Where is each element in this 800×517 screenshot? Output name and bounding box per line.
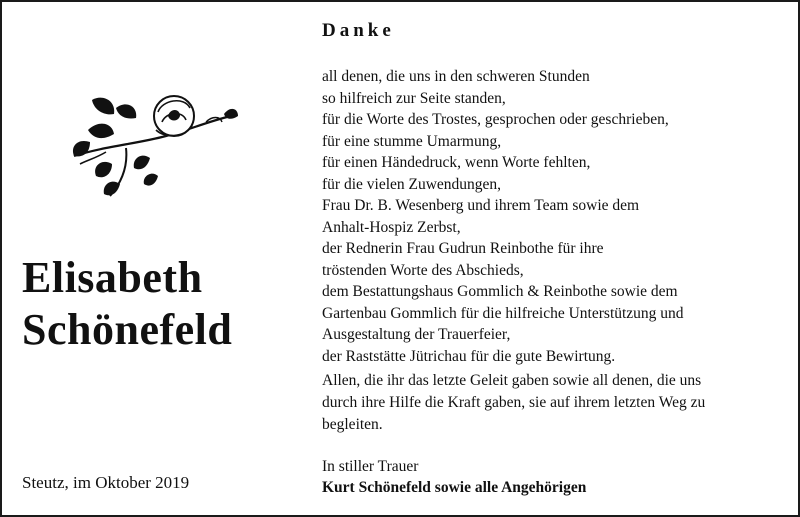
place-date: Steutz, im Oktober 2019 xyxy=(22,473,190,492)
rose-illustration-icon xyxy=(66,86,246,206)
closing-line: durch ihre Hilfe die Kraft gaben, sie auf ihrem letzten Weg zu xyxy=(322,394,706,411)
body-line: all denen, die uns in den schweren Stunden xyxy=(322,68,590,85)
closing-line: Allen, die ihr das letzte Geleit gaben sowie all denen, die uns xyxy=(322,372,702,389)
body-line: Gartenbau Gommlich für die hilfreiche Unterstützung und xyxy=(322,304,684,322)
thanks-body xyxy=(322,66,792,367)
closing-line: begleiten. xyxy=(322,416,383,433)
body-line: dem Bestattungshaus Gommlich & Reinbothe sowie dem xyxy=(322,283,678,300)
body-line: Anhalt-Hospiz Zerbst, xyxy=(322,218,461,236)
closing-paragraph xyxy=(322,370,792,436)
notice-title: Danke xyxy=(322,20,395,41)
body-line: für einen Händedruck, wenn Worte fehlten, xyxy=(322,154,591,171)
body-line: tröstenden Worte des Abschieds, xyxy=(322,261,524,279)
body-line: der Rednerin Frau Gudrun Reinbothe für ihre xyxy=(322,240,604,257)
body-line: der Raststätte Jütrichau für die gute Bewirtung. xyxy=(322,347,616,365)
deceased-name xyxy=(22,252,232,356)
body-line: so hilfreich zur Seite standen, xyxy=(322,89,506,107)
body-line: Ausgestaltung der Trauerfeier, xyxy=(322,326,511,343)
body-line: für die vielen Zuwendungen, xyxy=(322,175,502,193)
signoff xyxy=(322,456,586,498)
body-line: für die Worte des Trostes, gesprochen oder geschrieben, xyxy=(322,111,669,128)
deceased-last-name: Schönefeld xyxy=(22,305,233,354)
deceased-first-name: Elisabeth xyxy=(22,253,203,302)
mourners-names: Kurt Schönefeld sowie alle Angehörigen xyxy=(322,479,587,496)
body-line: Frau Dr. B. Wesenberg und ihrem Team sowie dem xyxy=(322,197,640,214)
body-line: für eine stumme Umarmung, xyxy=(322,132,502,150)
mourning-label: In stiller Trauer xyxy=(322,458,419,475)
